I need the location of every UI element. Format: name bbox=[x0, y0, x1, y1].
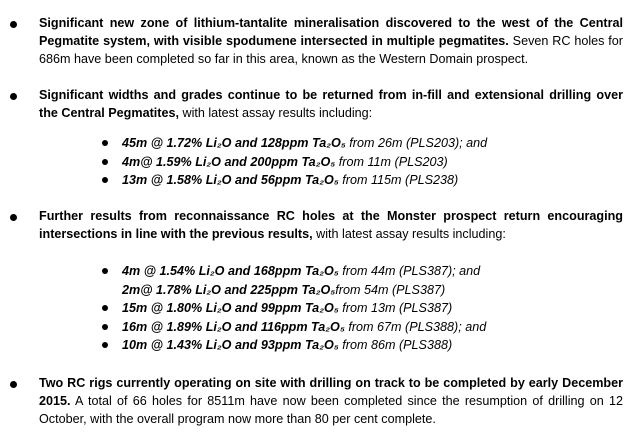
bullet-icon bbox=[10, 21, 17, 28]
highlight-bold-text: Significant widths and grades continue to be returned from in-fill and extensional drilling over the Central Pegmatites, bbox=[39, 88, 623, 120]
bullet-icon bbox=[102, 268, 108, 274]
assay-result-item bbox=[122, 299, 622, 318]
assay-result-detail: from 13m (PLS387) bbox=[338, 301, 453, 315]
assay-result-detail: from 115m (PLS238) bbox=[338, 173, 459, 187]
assay-result-item bbox=[122, 262, 622, 281]
bullet-icon bbox=[102, 159, 108, 165]
assay-result-item bbox=[122, 318, 622, 337]
assay-result-item bbox=[122, 153, 622, 172]
highlight-body-text: A total of 66 holes for 8511m have now been completed since the resumption of drilling on 12 October, with the overall program now more than 80 per cent complete. bbox=[39, 394, 623, 426]
assay-results-list bbox=[122, 262, 622, 355]
assay-result-bold: 16m @ 1.89% Li₂O and 116ppm Ta₂O₅ bbox=[122, 319, 345, 334]
assay-result-detail: from 44m (PLS387); and bbox=[338, 264, 481, 278]
assay-result-bold: 4m @ 1.54% Li₂O and 168ppm Ta₂O₅ bbox=[122, 264, 339, 278]
bullet-icon bbox=[102, 177, 108, 183]
bullet-icon bbox=[102, 140, 108, 146]
assay-results-list bbox=[122, 134, 622, 190]
assay-result-item bbox=[122, 134, 622, 153]
bullet-icon bbox=[102, 305, 108, 311]
assay-result-bold: 15m @ 1.80% Li₂O and 99ppm Ta₂O₅ bbox=[122, 301, 339, 315]
highlight-drilling-progress bbox=[39, 374, 623, 428]
assay-result-item bbox=[122, 281, 622, 300]
highlight-central-pegmatites bbox=[39, 86, 623, 122]
bullet-icon bbox=[10, 214, 17, 221]
assay-result-detail: from 26m (PLS203); and bbox=[345, 136, 488, 150]
assay-result-item bbox=[122, 171, 622, 190]
highlight-bold-text: Two RC rigs currently operating on site with drilling on track to be completed by early December 2015. bbox=[39, 376, 623, 408]
bullet-icon bbox=[10, 381, 17, 388]
assay-result-detail: from 54m (PLS387) bbox=[335, 282, 446, 297]
highlight-body-text: with latest assay results including: bbox=[312, 227, 506, 241]
assay-result-bold: 45m @ 1.72% Li₂O and 128ppm Ta₂O₅ bbox=[122, 136, 346, 150]
highlight-monster-prospect bbox=[39, 207, 623, 243]
assay-result-detail: from 11m (PLS203) bbox=[335, 154, 448, 169]
assay-result-bold: 10m @ 1.43% Li₂O and 93ppm Ta₂O₅ bbox=[122, 338, 339, 352]
highlight-bold-text: Further results from reconnaissance RC holes at the Monster prospect return encouraging intersections in line with the previous results, bbox=[39, 209, 623, 241]
assay-result-bold: 2m@ 1.78% Li₂O and 225ppm Ta₂O₅ bbox=[122, 282, 336, 297]
assay-result-item bbox=[122, 336, 622, 355]
highlight-bold-text: Significant new zone of lithium-tantalite mineralisation discovered to the west of the Central Pegmatite system, with visible spodumene intersected in multiple pegmatites. bbox=[39, 16, 623, 48]
assay-result-detail: from 86m (PLS388) bbox=[338, 338, 453, 352]
assay-result-bold: 4m@ 1.59% Li₂O and 200ppm Ta₂O₅ bbox=[122, 154, 336, 169]
bullet-icon bbox=[10, 93, 17, 100]
highlight-body-text: Seven RC holes for 686m have been completed so far in this area, known as the Western Domain prospect. bbox=[39, 34, 623, 66]
highlight-body-text: with latest assay results including: bbox=[178, 106, 373, 120]
bullet-icon bbox=[102, 342, 108, 348]
assay-result-bold: 13m @ 1.58% Li₂O and 56ppm Ta₂O₅ bbox=[122, 173, 339, 187]
assay-result-detail: from 67m (PLS388); and bbox=[344, 319, 487, 334]
bullet-icon bbox=[102, 324, 108, 330]
highlight-western-domain bbox=[39, 14, 623, 68]
